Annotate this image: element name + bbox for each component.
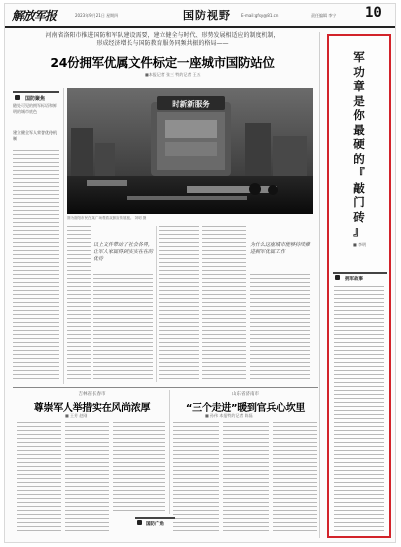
sidebar-title-char: 最 bbox=[353, 122, 365, 137]
column-divider bbox=[169, 390, 170, 514]
bottom-section-tag-label: 国防广角 bbox=[146, 522, 164, 527]
masthead bbox=[5, 4, 395, 28]
sidebar-title-char: 的 bbox=[353, 151, 365, 166]
sidebar-tag-label: 拥军故事 bbox=[345, 277, 363, 282]
bottom-right-location: 山东省济南市 bbox=[232, 392, 259, 397]
lead-kicker bbox=[15, 32, 310, 48]
bottom-right-headline: “三个走进”暖到官兵心坎里 bbox=[185, 403, 306, 414]
body-text-column bbox=[93, 274, 153, 382]
pull-quote-1: 以上文件带动了社会各界，让军人家属得到实实在在的优待 bbox=[93, 242, 154, 262]
commentary-sidebar bbox=[327, 34, 391, 538]
sidebar-title-char: 功 bbox=[353, 64, 365, 79]
section-marker-icon bbox=[15, 95, 20, 100]
left-column-tag-label: 国防聚焦 bbox=[25, 96, 46, 102]
left-column-body-text bbox=[13, 150, 59, 382]
body-text-column bbox=[273, 422, 317, 534]
section-divider bbox=[13, 387, 318, 388]
body-text-column bbox=[250, 274, 310, 382]
section-title: 国防视野 bbox=[183, 9, 231, 22]
sidebar-title-char: 敲 bbox=[353, 180, 365, 195]
sidebar-title-char: 『 bbox=[353, 166, 365, 180]
sidebar-title bbox=[329, 50, 389, 239]
issue-date: 2023年9月21日 星期四 bbox=[75, 13, 119, 18]
sidebar-title-char: 章 bbox=[353, 79, 365, 93]
body-text-column bbox=[173, 422, 219, 534]
photo-caption: 图为洛阳市民在某广场观看双拥宣传展板。 刘明 摄 bbox=[67, 216, 147, 220]
lead-kicker-line-1: 河南省洛阳市推进国防和军队建设需要，建立健全与时代、形势发展相适应的制度机制， bbox=[45, 32, 280, 39]
bottom-section-tag bbox=[135, 517, 175, 527]
newspaper-page bbox=[5, 4, 395, 542]
lead-byline: ■本报记者 张三 特约记者 王五 bbox=[145, 72, 201, 77]
body-text-column bbox=[202, 226, 246, 382]
page-number: 10 bbox=[365, 5, 382, 21]
sidebar-title-char: 门 bbox=[353, 195, 365, 209]
section-marker-icon bbox=[137, 520, 142, 525]
lead-photo bbox=[67, 88, 313, 214]
column-divider bbox=[63, 88, 64, 384]
photo-building-sign: 时新新服务 bbox=[172, 99, 210, 109]
section-email: E-mail:gfsy@81.cn bbox=[241, 13, 279, 18]
sidebar-title-char: 硬 bbox=[353, 137, 365, 151]
sidebar-author: ■ 李明 bbox=[353, 242, 367, 247]
section-marker-icon bbox=[335, 275, 340, 280]
bottom-left-headline: 尊崇军人举措实在风尚浓厚 bbox=[33, 403, 151, 414]
bottom-left-location: 吉林省长春市 bbox=[78, 392, 106, 397]
sidebar-tag bbox=[333, 272, 387, 282]
sidebar-title-char: 砖 bbox=[353, 209, 365, 224]
body-text-column bbox=[67, 226, 91, 382]
body-text-column bbox=[17, 422, 61, 534]
body-text-column bbox=[223, 422, 269, 534]
sidebar-divider bbox=[319, 32, 320, 538]
city-night-photo-graphic bbox=[67, 88, 313, 214]
lead-kicker-line-2: 形成经济增长与国防教育服务同频共振的格局—— bbox=[96, 40, 229, 47]
sidebar-body-text bbox=[334, 286, 384, 532]
lead-headline: 24份拥军优属文件标定一座城市国防站位 bbox=[50, 55, 275, 70]
left-column-lead: 随处可见的拥军标语和鲜明的城市底色 bbox=[13, 103, 57, 114]
sidebar-title-char: 』 bbox=[353, 224, 365, 238]
pull-quote-2: 为什么这座城市能够持续推进拥军优属工作 bbox=[250, 242, 311, 255]
body-text-column bbox=[159, 226, 199, 382]
body-text-column bbox=[65, 422, 109, 534]
body-text-column bbox=[113, 422, 165, 514]
bottom-left-byline: ■ 王芳 赵刚 bbox=[65, 413, 88, 418]
column-divider bbox=[156, 226, 157, 382]
sidebar-title-char: 是 bbox=[353, 93, 365, 108]
left-column-subhead: 建立健全军人荣誉优待机制 bbox=[13, 130, 57, 141]
newspaper-brand: 解放军报 bbox=[12, 9, 57, 23]
section-editor: 责任编辑 李宁 bbox=[311, 13, 337, 18]
sidebar-title-char: 你 bbox=[353, 108, 365, 122]
bottom-right-byline: ■ 孙伟 本报特约记者 陈磊 bbox=[205, 413, 253, 418]
left-column-tag bbox=[13, 91, 59, 102]
sidebar-title-char: 军 bbox=[353, 50, 365, 64]
